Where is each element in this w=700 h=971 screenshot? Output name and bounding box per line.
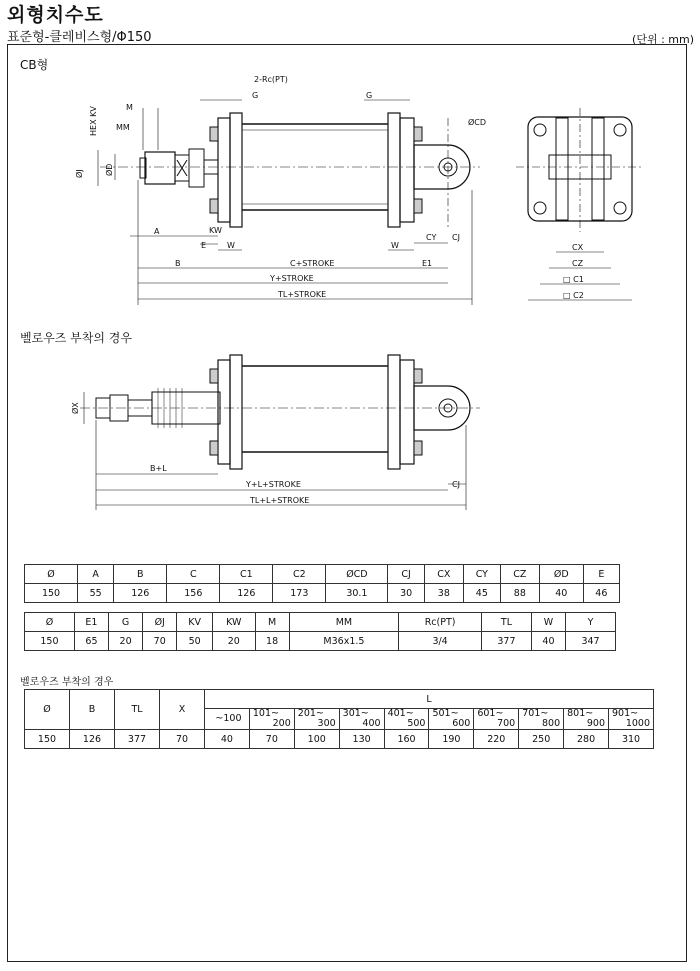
- table-header-cell: X: [160, 690, 205, 730]
- table-cell: 3/4: [399, 632, 482, 651]
- table-cell: 126: [220, 584, 273, 603]
- table-cell: 20: [109, 632, 143, 651]
- table-header-cell: M: [255, 613, 289, 632]
- table-cell: 173: [273, 584, 326, 603]
- unit-label: (단위 : mm): [632, 33, 694, 46]
- table-cell: 40: [539, 584, 583, 603]
- table-cell: 70: [249, 730, 294, 749]
- table-cell: 70: [160, 730, 205, 749]
- table-header-cell: CJ: [388, 565, 424, 584]
- table-cell: 50: [177, 632, 213, 651]
- table-cell: 347: [566, 632, 616, 651]
- table-cell: 190: [429, 730, 474, 749]
- label-g-right: G: [366, 91, 373, 100]
- table-cell: 38: [424, 584, 463, 603]
- table-cell: M36x1.5: [289, 632, 399, 651]
- table-header-cell: Y: [566, 613, 616, 632]
- l-range-header: 201~ 300: [294, 709, 339, 730]
- table-cell: 46: [583, 584, 619, 603]
- page-subtitle: 표준형-클레비스형/Φ150: [7, 30, 152, 45]
- table-cell: 88: [500, 584, 539, 603]
- table-cell: 130: [339, 730, 384, 749]
- bellows-table: [24, 689, 654, 749]
- l-range-header: 301~ 400: [339, 709, 384, 730]
- table-header-cell: KV: [177, 613, 213, 632]
- table-header-cell: TL: [482, 613, 532, 632]
- section-bellows-table-title: 벨로우즈 부착의 경우: [20, 677, 114, 688]
- l-range-header: 701~ 800: [519, 709, 564, 730]
- table-header-cell: E: [583, 565, 619, 584]
- table-cell: 377: [482, 632, 532, 651]
- label-cj-2: CJ: [452, 480, 460, 489]
- l-range-header: 101~ 200: [249, 709, 294, 730]
- table-cell: 18: [255, 632, 289, 651]
- table-header-cell: Ø: [25, 613, 75, 632]
- label-od: ØD: [105, 163, 114, 176]
- table-header-cell: E1: [74, 613, 108, 632]
- table-cell: 70: [143, 632, 177, 651]
- l-range-header: 801~ 900: [564, 709, 609, 730]
- table-header-cell: A: [78, 565, 114, 584]
- table-cell: 30.1: [326, 584, 388, 603]
- table-cell: 377: [115, 730, 160, 749]
- label-tl-l-stroke: TL+L+STROKE: [250, 496, 310, 505]
- label-hex-kv: HEX KV: [89, 106, 98, 136]
- table-header-cell: KW: [213, 613, 255, 632]
- page-title: 외형치수도: [7, 4, 104, 26]
- label-w-right: W: [391, 241, 399, 250]
- table-cell: 150: [25, 584, 78, 603]
- table-header-cell: ØJ: [143, 613, 177, 632]
- label-kw: KW: [209, 226, 222, 235]
- table-header-cell: Ø: [25, 690, 70, 730]
- table-header-cell: ØD: [539, 565, 583, 584]
- table-header-cell: MM: [289, 613, 399, 632]
- table-header-cell: B: [114, 565, 167, 584]
- label-y-l-stroke: Y+L+STROKE: [246, 480, 301, 489]
- table-cell: 45: [463, 584, 500, 603]
- table-header-cell: C2: [273, 565, 326, 584]
- table-cell: 20: [213, 632, 255, 651]
- l-range-header: 501~ 600: [429, 709, 474, 730]
- table-cell: 65: [74, 632, 108, 651]
- table-header-cell: ØCD: [326, 565, 388, 584]
- l-range-header: 401~ 500: [384, 709, 429, 730]
- table-header-cell: Ø: [25, 565, 78, 584]
- label-c2: □ C2: [563, 291, 584, 300]
- table-header-cell: C: [167, 565, 220, 584]
- table-header-cell: Rc(PT): [399, 613, 482, 632]
- table-cell: 160: [384, 730, 429, 749]
- table-cell: 156: [167, 584, 220, 603]
- label-cj: CJ: [452, 233, 460, 242]
- label-b: B: [175, 259, 181, 268]
- table-cell: 126: [70, 730, 115, 749]
- label-c1: □ C1: [563, 275, 584, 284]
- l-range-header: ~100: [205, 709, 250, 730]
- label-oj: ØJ: [75, 169, 84, 178]
- table-header-cell: W: [531, 613, 565, 632]
- table-cell: 220: [474, 730, 519, 749]
- label-cz: CZ: [572, 259, 584, 268]
- table-cell: 250: [519, 730, 564, 749]
- label-cy: CY: [426, 233, 437, 242]
- section-cb-title: CB형: [20, 58, 49, 72]
- label-a: A: [154, 227, 160, 236]
- table-cell: 40: [531, 632, 565, 651]
- spec-table-2: [24, 612, 616, 651]
- label-tl-stroke: TL+STROKE: [278, 290, 327, 299]
- table-cell: 100: [294, 730, 339, 749]
- table-cell: 40: [205, 730, 250, 749]
- table-cell: 280: [564, 730, 609, 749]
- table-header-cell: C1: [220, 565, 273, 584]
- table-cell: 30: [388, 584, 424, 603]
- table-header-cell: CY: [463, 565, 500, 584]
- table-cell: 310: [609, 730, 654, 749]
- label-b-l: B+L: [150, 464, 167, 473]
- table-header-cell: G: [109, 613, 143, 632]
- spec-table-1: [24, 564, 620, 603]
- table-cell: 126: [114, 584, 167, 603]
- table-header-cell: CX: [424, 565, 463, 584]
- label-ox: ØX: [71, 402, 80, 414]
- l-range-header: 901~ 1000: [609, 709, 654, 730]
- label-y-stroke: Y+STROKE: [270, 274, 314, 283]
- label-c-stroke: C+STROKE: [290, 259, 335, 268]
- label-g-left: G: [252, 91, 259, 100]
- table-header-cell: TL: [115, 690, 160, 730]
- table-cell: 150: [25, 730, 70, 749]
- table-cell: 55: [78, 584, 114, 603]
- label-ocd: ØCD: [468, 118, 487, 127]
- section-bellows-title: 벨로우즈 부착의 경우: [20, 331, 132, 345]
- label-mm: MM: [116, 123, 130, 132]
- table-cell: 150: [25, 632, 75, 651]
- l-range-header: 601~ 700: [474, 709, 519, 730]
- label-w-left: W: [227, 241, 235, 250]
- label-m: M: [126, 103, 133, 112]
- table-header-cell: B: [70, 690, 115, 730]
- label-cx: CX: [572, 243, 584, 252]
- label-rc: 2-Rc(PT): [254, 75, 288, 84]
- table-header-cell: CZ: [500, 565, 539, 584]
- label-e1: E1: [422, 259, 433, 268]
- table-header-cell: L: [205, 690, 654, 709]
- label-e: E: [201, 241, 207, 250]
